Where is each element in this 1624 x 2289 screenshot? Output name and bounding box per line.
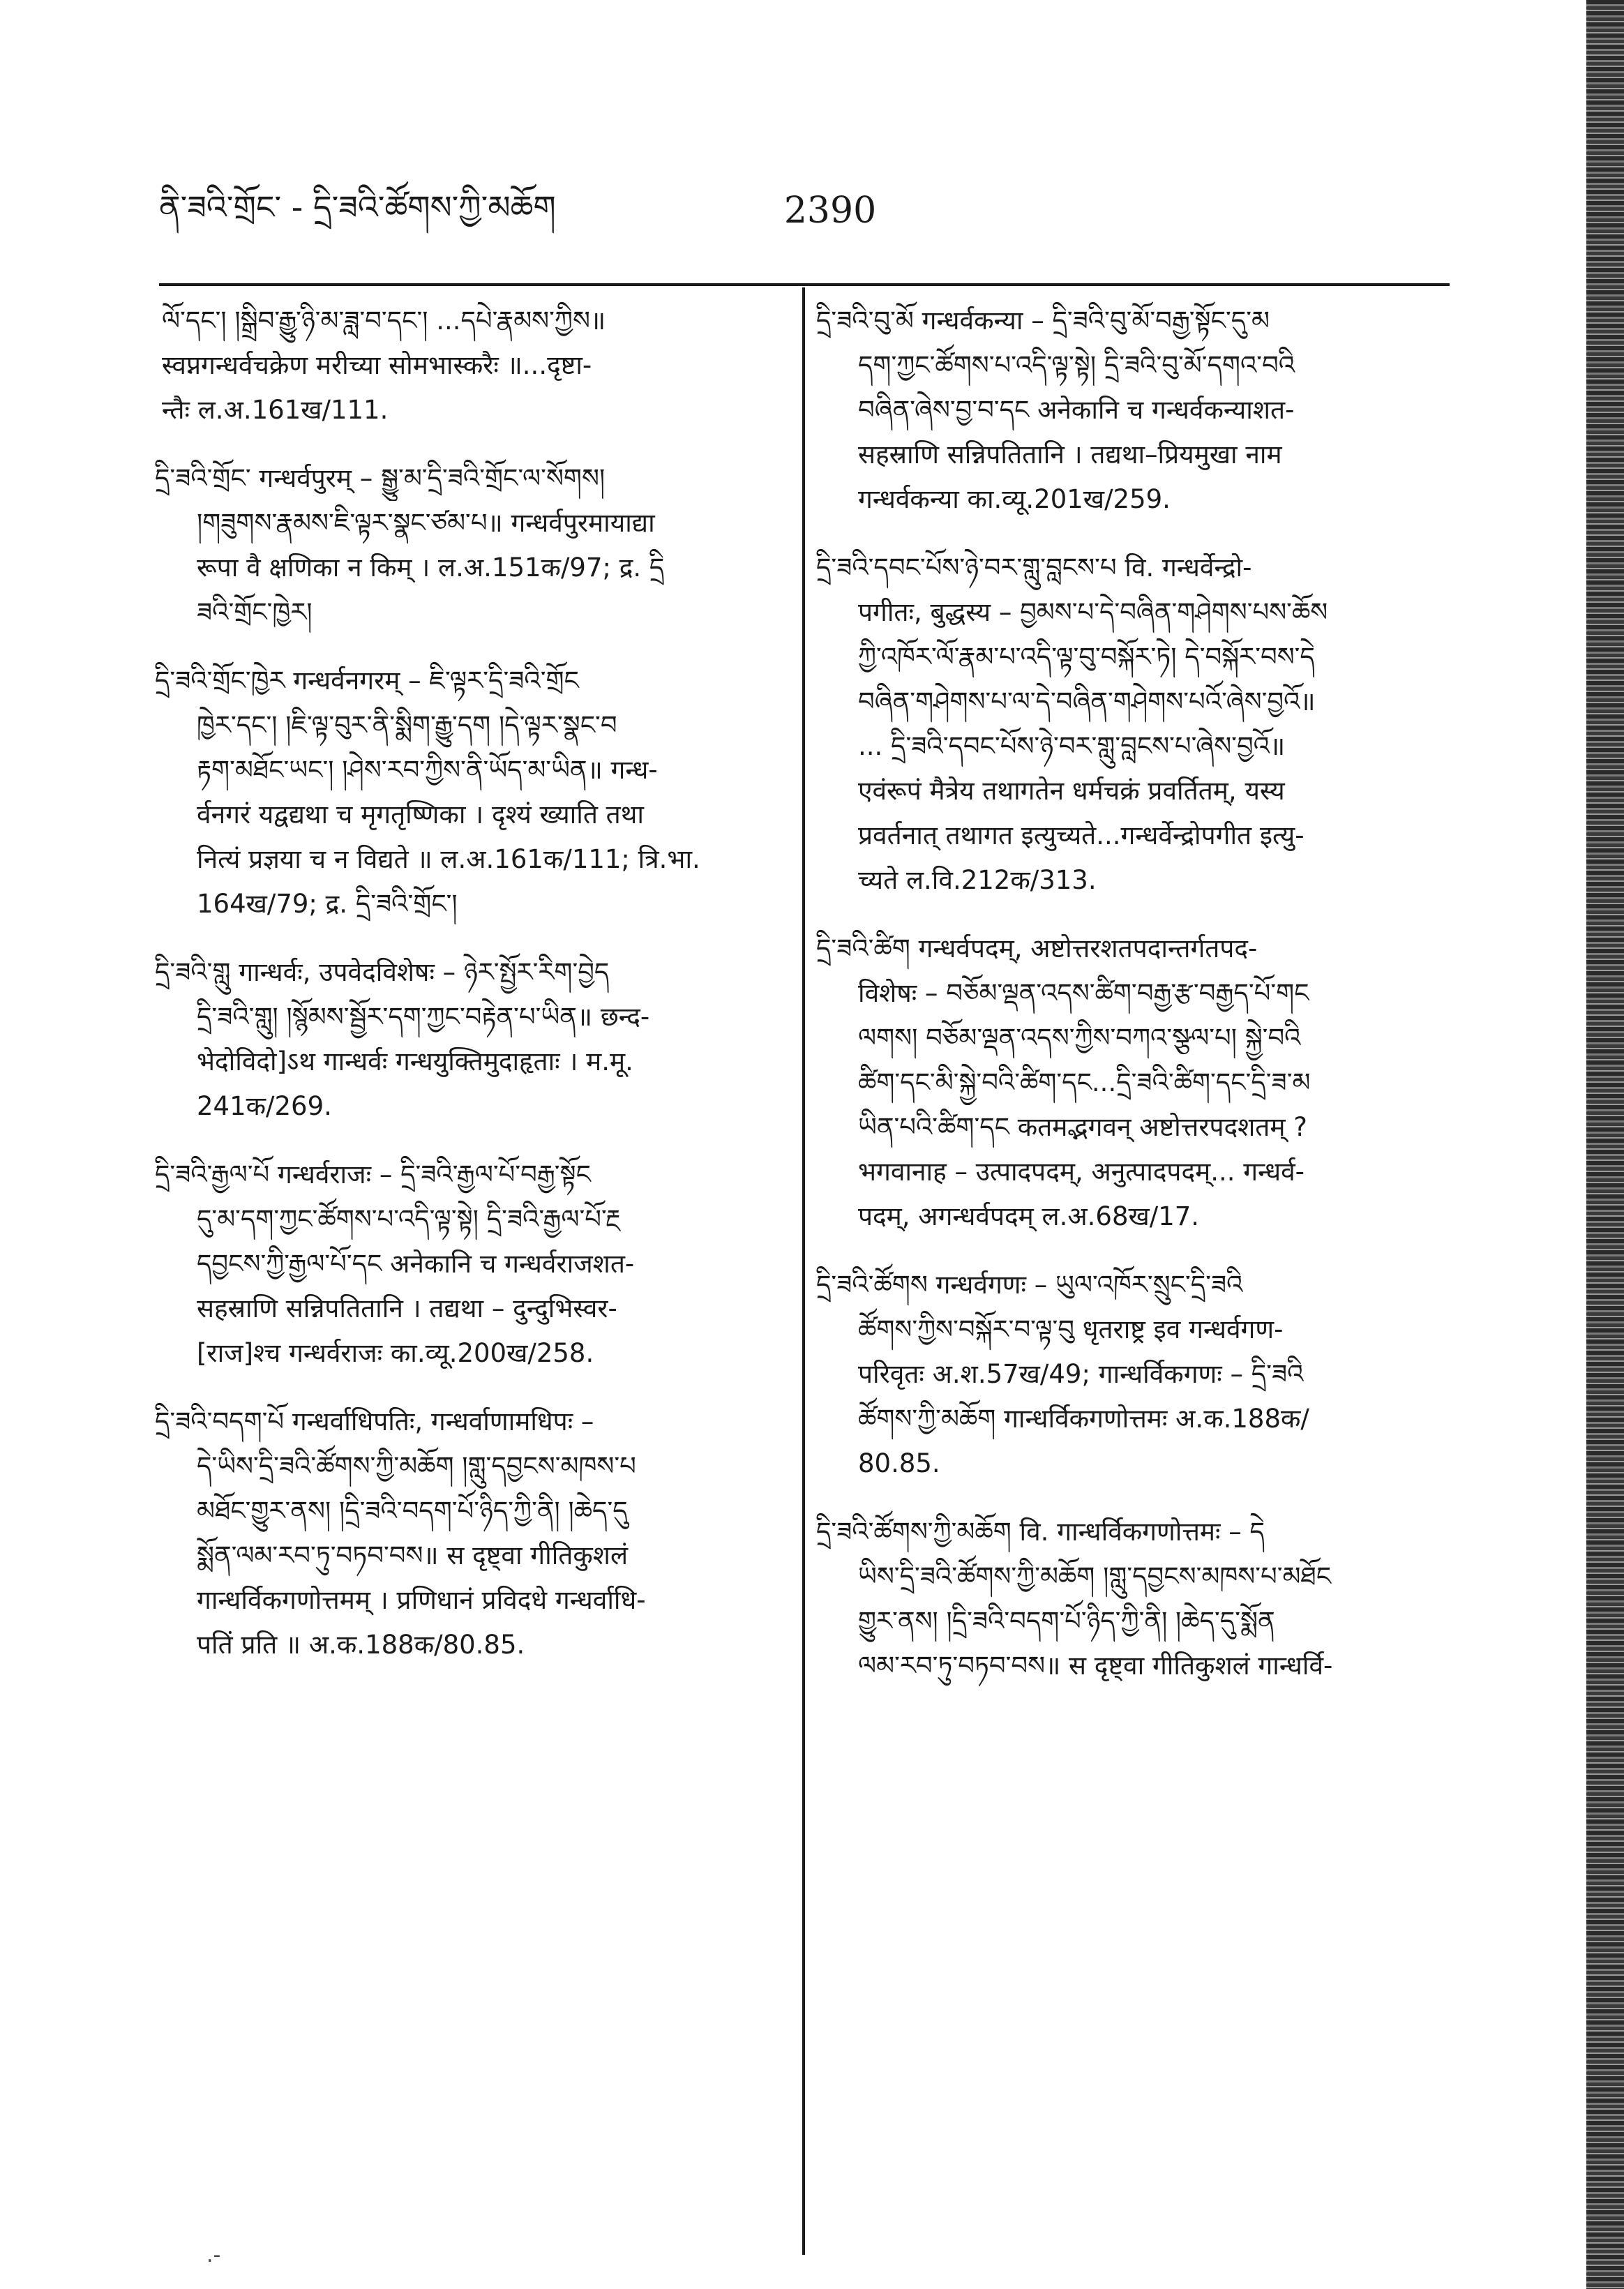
entry-headword-line: དྲི་ཟའི་ཚོགས་ཀྱི་མཆོག वि. गान्धर्विकगणोत्तमः – དེ [816, 1517, 1265, 1547]
entry-text-line: एवंरूपं मैत्रेय तथागतेन धर्मचक्रं प्रवर्तितम्, यस्य [858, 776, 1285, 806]
entry-text-line: गन्धर्वकन्या का.व्यू.201ख/259. [858, 484, 1171, 514]
entry-headword-line: དྲི་ཟའི་གྲོང་ गन्धर्वपुरम् – སྒྱུ་མ་དྲི་ཟའི་གྲོང་ལ་སོགས། [155, 463, 606, 493]
entry-text-line: །གཟུགས་རྣམས་ཇི་ལྟར་སྣང་ཙམ་པ॥ गन्धर्वपुरमायाद्या [197, 508, 655, 538]
entry-text-line: རྟག་མཐོང་ཡང་། །ཤེས་རབ་ཀྱིས་ནི་ཡོད་མ་ཡིན॥ गन्ध- [197, 755, 658, 785]
entry-text-line: 241क/269. [197, 1091, 332, 1121]
dictionary-entry [155, 659, 769, 926]
entry-headword-line: དྲི་ཟའི་བདག་པོ गन्धर्वाधिपतिः, गन्धर्वाणामधिपः – [155, 1406, 594, 1436]
entry-headword-line: དྲི་ཟའི་རྒྱལ་པོ गन्धर्वराजः – དྲི་ཟའི་རྒྱལ་པོ་བརྒྱ་སྟོང [155, 1159, 591, 1189]
entry-text-line: नित्यं प्रज्ञया च न विद्यते ॥ ल.अ.161क/111; त्रि.भा. [197, 844, 700, 874]
dictionary-entry [155, 299, 769, 433]
entry-text-line: སྨོན་ལམ་རབ་ཏུ་བཏབ་བས॥ स दृष्ट्वा गीतिकुशलं [197, 1540, 629, 1570]
column-divider [802, 287, 805, 2255]
entry-text-line: न्तैः ल.अ.161ख/111. [162, 395, 389, 425]
running-header: ནི་ཟའི་གྲོང་ - དྲི་ཟའི་ཚོགས་ཀྱི་མཆོག [159, 188, 556, 226]
right-column [816, 299, 1448, 1712]
entry-text-line: च्यते ल.वि.212क/313. [858, 865, 1097, 895]
entry-text-line: དུ་མ་དག་ཀྱང་ཚོགས་པ་འདི་ལྟ་སྟེ། དྲི་ཟའི་རྒྱལ་པོ་རྔ [197, 1204, 621, 1234]
entry-text-line: भगवानाह – उत्पादपदम्, अनुत्पादपदम्... गन्धर्व- [858, 1157, 1305, 1187]
entry-text-line: गान्धर्विकगणोत्तमम् । प्रणिधानं प्रविदधे गन्धर्वाधि- [197, 1585, 646, 1615]
entry-text-line: ... དྲི་ཟའི་དབང་པོས་ཉེ་བར་གླུ་བླངས་པ་ཞེས་བྱའོ॥ [858, 731, 1286, 761]
left-column [155, 299, 769, 1691]
entry-text-line: [राज]श्च गन्धर्वराजः का.व्यू.200ख/258. [197, 1338, 594, 1368]
dictionary-entry [155, 1399, 769, 1667]
entry-text-line: དག་ཀྱང་ཚོགས་པ་འདི་ལྟ་སྟེ། དྲི་ཟའི་བུ་མོ་དགའ་བའི [858, 350, 1295, 380]
entry-text-line: དེ་ཡིས་དྲི་ཟའི་ཚོགས་ཀྱི་མཆོག །གླུ་དབྱངས་མཁས་པ [197, 1451, 636, 1481]
entry-headword-line: དྲི་ཟའི་གྲོང་ཁྱེར गन्धर्वनगरम् – ཇི་ལྟར་དྲི་ཟའི་གྲོང [155, 666, 579, 696]
header-rule [159, 283, 1450, 286]
entry-text-line: ལམ་རབ་ཏུ་བཏབ་བས॥ स दृष्ट्वा गीतिकुशलं गान्धर्वि- [858, 1651, 1333, 1681]
dictionary-entry [816, 546, 1448, 903]
dictionary-entry [816, 1510, 1448, 1688]
entry-text-line: ཟའི་གྲོང་ཁྱེར། [197, 597, 313, 627]
entry-text-line: གྱུར་ནས། །དྲི་ཟའི་བདག་པོ་ཉིད་ཀྱི་ནི། །ཆེད་དུ་སྨོན [858, 1606, 1275, 1636]
stray-mark: .- [206, 2243, 221, 2267]
entry-text-line: ཚིག་དང་མི་སྐྱེ་བའི་ཚིག་དང...དྲི་ཟའི་ཚིག་དང་དྲི་ཟ་མ [858, 1067, 1311, 1097]
entry-text-line: མཐོང་གྱུར་ནས། །དྲི་ཟའི་བདག་པོ་ཉིད་ཀྱི་ནི། །ཆེད་དུ [197, 1496, 628, 1526]
entry-text-line: परिवृतः अ.श.57ख/49; गान्धर्विकगणः – དྲི་ཟའི [858, 1359, 1304, 1389]
entry-text-line: ཀྱི་འཁོར་ལོ་རྣམ་པ་འདི་ལྟ་བུ་བསྐོར་ཏེ། དེ་བསྐོར་བས་དེ [858, 642, 1315, 672]
entry-text-line: ཁྱེར་དང་། །ཇི་ལྟ་བུར་ནི་སྨིག་རྒྱུ་དག །དེ་ལྟར་སྣང་བ [197, 710, 617, 740]
entry-text-line: ཚོགས་ཀྱི་མཆོག गान्धर्विकगणोत्तमः अ.क.188क/ [858, 1404, 1309, 1434]
entry-text-line: पतिं प्रति ॥ अ.क.188क/80.85. [197, 1630, 525, 1660]
dictionary-entry [155, 1153, 769, 1376]
entry-text-line: रूपा वै क्षणिका न किम् । ल.अ.151क/97; द्र. དྲི [197, 553, 665, 583]
page-binding-edge [1586, 0, 1624, 2289]
entry-text-line: विशेषः – བཅོམ་ལྡན་འདས་ཚིག་བརྒྱ་རྩ་བརྒྱད་པོ་གང [858, 978, 1309, 1008]
entry-headword-line: དྲི་ཟའི་ཚོགས गन्धर्वगणः – ཡུལ་འཁོར་སྲུང་དྲི་ཟའི [816, 1270, 1243, 1300]
entry-text-line: ཡིན་པའི་ཚིག་དང कतमद्भगवन् अष्टोत्तरपदशतम् ? [858, 1112, 1307, 1142]
dictionary-entry [816, 1263, 1448, 1486]
entry-text-line: पगीतः, बुद्धस्य – བྱམས་པ་དེ་བཞིན་གཤེགས་པས་ཆོས [858, 597, 1328, 627]
entry-text-line: ལོ་དང་། །སྒྲིབ་རྒྱུ་ཉི་མ་ཟླ་བ་དང་། ...དཔེ་རྣམས་ཀྱིས॥ [162, 306, 606, 336]
entry-text-line: དྲི་ཟའི་གླུ། །སྙོམས་སྦྱོར་དག་ཀྱང་བརྟེན་པ་ཡིན॥ छन्द- [197, 1002, 650, 1032]
entry-text-line: བཞིན་ཞེས་བྱ་བ་དང अनेकानि च गन्धर्वकन्याशत- [858, 395, 1295, 425]
dictionary-entry [816, 299, 1448, 522]
entry-headword-line: དྲི་ཟའི་ཚིག गन्धर्वपदम्, अष्टोत्तरशतपदान्तर्गतपद- [816, 933, 1258, 963]
entry-text-line: ཡིས་དྲི་ཟའི་ཚོགས་ཀྱི་མཆོག །གླུ་དབྱངས་མཁས་པ་མཐོང [858, 1561, 1332, 1591]
entry-text-line: पदम्, अगन्धर्वपदम् ल.अ.68ख/17. [858, 1201, 1200, 1231]
dictionary-entry [155, 456, 769, 635]
entry-headword-line: དྲི་ཟའི་དབང་པོས་ཉེ་བར་གླུ་བླངས་པ वि. गन्धर्वेन्द्रो- [816, 553, 1252, 583]
entry-headword-line: དྲི་ཟའི་གླུ गान्धर्वः, उपवेदविशेषः – ཉེར་སྤྱོར་རིག་བྱེད [155, 957, 610, 987]
entry-text-line: भेदोविदो]ऽथ गान्धर्वः गन्धयुक्तिमुदाहृताः । म.मू. [197, 1046, 633, 1076]
dictionary-entry [816, 926, 1448, 1239]
entry-text-line: सहस्राणि सन्निपतितानि । तद्यथा–प्रियमुखा नाम [858, 440, 1282, 470]
entry-text-line: 164ख/79; द्र. དྲི་ཟའི་གྲོང་། [197, 889, 458, 919]
entry-text-line: र्वनगरं यद्वद्यथा च मृगतृष्णिका । दृश्यं ख्याति तथा [197, 800, 644, 830]
entry-text-line: ཚོགས་ཀྱིས་བསྐོར་བ་ལྟ་བུ धृतराष्ट्र इव गन्धर्वगण- [858, 1314, 1284, 1344]
entry-text-line: 80.85. [858, 1448, 940, 1478]
entry-text-line: स्वप्नगन्धर्वचक्रेण मरीच्या सोमभास्करैः ॥...दृष्टा- [162, 350, 592, 380]
entry-text-line: བཞིན་གཤེགས་པ་ལ་དེ་བཞིན་གཤེགས་པའོ་ཞེས་བྱའོ॥ [858, 686, 1316, 716]
dictionary-entry [155, 950, 769, 1129]
entry-text-line: ལགས། བཅོམ་ལྡན་འདས་ཀྱིས་བཀའ་སྩལ་པ། སྐྱེ་བའི [858, 1023, 1301, 1053]
entry-text-line: དབྱངས་ཀྱི་རྒྱལ་པོ་དང अनेकानि च गन्धर्वराजशत- [197, 1249, 635, 1279]
entry-headword-line: དྲི་ཟའི་བུ་མོ गन्धर्वकन्या – དྲི་ཟའི་བུ་མོ་བརྒྱ་སྟོང་དུ་མ [816, 306, 1270, 336]
page-number: 2390 [783, 190, 877, 232]
entry-text-line: प्रवर्तनात् तथागत इत्युच्यते...गन्धर्वेन्द्रोपगीत इत्यु- [858, 820, 1305, 850]
entry-text-line: सहस्राणि सन्निपतितानि । तद्यथा – दुन्दुभिस्वर- [197, 1293, 617, 1323]
